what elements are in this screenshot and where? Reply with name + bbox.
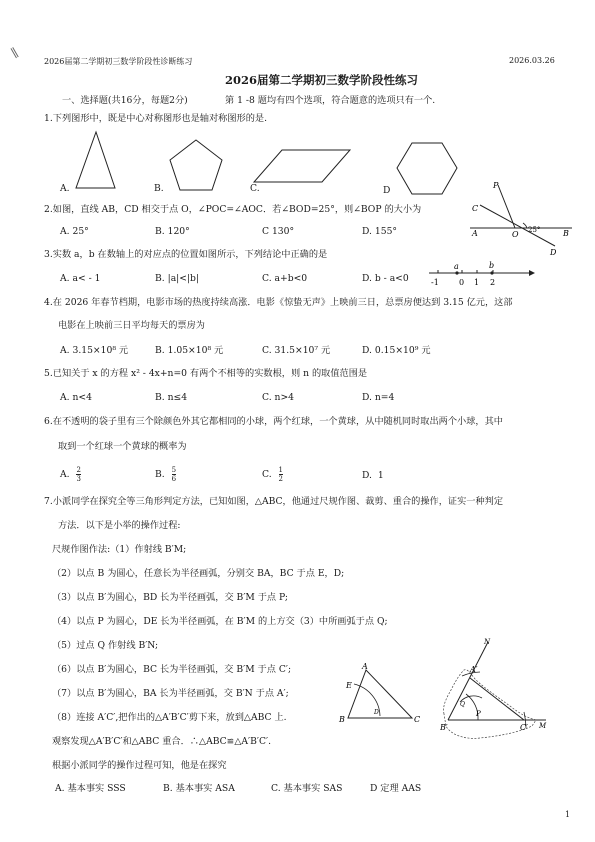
q2-label-a: A — [472, 229, 478, 238]
q2-stem: 2.如图，直线 AB，CD 相交于点 O，∠POC=∠AOC．若∠BOD=25°，则∠BOP 的大小为 — [44, 204, 422, 215]
q7-step-7: （7）以点 B′为圆心，BA 长为半径画弧，交 B′N 于点 A′; — [52, 688, 289, 699]
q2-option-d: D. 155° — [362, 226, 398, 237]
q7-fig1-e: E — [346, 681, 352, 690]
q4-option-c: C. 31.5×10⁷ 元 — [262, 345, 331, 356]
q7-fig1-a: A — [362, 662, 368, 671]
q3-option-c: C. a+b<0 — [262, 273, 308, 284]
q5-option-c: C. n>4 — [262, 392, 295, 403]
q2-line-cd — [480, 205, 555, 246]
q4-option-d: D. 0.15×10⁹ 元 — [362, 345, 431, 356]
q7-step-6: （6）以点 B′为圆心，BC 长为半径画弧，交 B′M 于点 C′; — [52, 664, 292, 675]
q1-option-a: A. — [60, 183, 70, 194]
q1-option-d: D — [383, 185, 391, 196]
q7-figure-construction — [440, 636, 550, 746]
q5-stem: 5.已知关于 x 的方程 x² - 4x+n=0 有两个不相等的实数根，则 n 的取值范围是 — [44, 368, 368, 379]
q1-triangle — [76, 132, 115, 188]
q2-label-d: D — [550, 248, 557, 257]
q7-triangle-abc — [348, 670, 412, 718]
q7-fig2-q: Q — [460, 701, 465, 708]
q3-arrow-icon — [529, 270, 535, 276]
q1-hexagon — [397, 143, 457, 194]
q2-label-c: C — [472, 204, 479, 213]
q7-step-1: 尺规作图作法:（1）作射线 B′M; — [52, 544, 187, 555]
q4-line2: 电影在上映前三日平均每天的票房为 — [58, 320, 205, 331]
q2-label-p: P — [493, 181, 499, 190]
q2-option-a: A. 25° — [60, 226, 89, 237]
q7-observe: 观察发现△A′B′C′和△ABC 重合．∴△ABC≌△A′B′C′. — [52, 736, 272, 747]
q7-fig2-a: A′ — [470, 665, 478, 674]
q1-parallelogram — [254, 150, 350, 182]
section-heading: 一、选择题(共16分，每题2分) — [62, 95, 188, 106]
q3-option-b: B. |a|<|b| — [155, 273, 200, 284]
q6-option-a: A. $\frac{2}{3}$ — [60, 466, 81, 483]
q3-tick-1: 1 — [474, 278, 480, 287]
q2-option-c: C 130° — [262, 226, 295, 237]
q3-tick-m1: -1 — [431, 278, 439, 287]
q7-ray-bn — [448, 642, 488, 720]
q7-fig1-c: C — [414, 715, 421, 724]
q7-step-2: （2）以点 B 为圆心，任意长为半径画弧，分别交 BA，BC 于点 E，D; — [52, 568, 345, 579]
q7-fig2-n: N — [484, 638, 491, 646]
q7-fig2-p: P — [476, 710, 481, 718]
q7-fig1-d: D — [374, 709, 379, 716]
q5-option-b: B. n≤4 — [155, 392, 188, 403]
section-instruction: 第 1 -8 题均有四个选项，符合题意的选项只有一个. — [225, 95, 436, 106]
q7-option-d: D 定理 AAS — [370, 783, 422, 794]
q7-option-c: C. 基本事实 SAS — [271, 783, 343, 794]
q3-tick-0: 0 — [459, 278, 465, 287]
q2-label-angle: 25° — [528, 226, 541, 234]
q7-option-b: B. 基本事实 ASA — [163, 783, 235, 794]
header-left: 2026届第二学期初三数学阶段性诊断练习 — [44, 57, 193, 66]
q2-figure — [460, 180, 580, 258]
q7-figure-abc — [336, 660, 436, 730]
q7-line2: 方法．以下是小举的操作过程: — [58, 520, 181, 531]
q3-label-a: a — [454, 262, 459, 271]
q4-line1: 4.在 2026 年春节档期，电影市场的热度持续高涨．电影《惊蛰无声》上映前三日，总票房便达到 3.15 亿元，这部 — [44, 297, 513, 308]
q7-step-3: （3）以点 B′为圆心，BD 长为半径画弧，交 B′M 于点 P; — [52, 592, 288, 603]
q7-step-4: （4）以点 P 为圆心，DE 长为半径画弧，在 B′M 的上方交（3）中所画弧于点 Q; — [52, 616, 388, 627]
q2-ray-op — [498, 185, 515, 228]
q5-option-d: D. n=4 — [362, 392, 395, 403]
q2-label-o: O — [512, 230, 519, 239]
q2-angle-arc — [523, 223, 527, 228]
q7-fig2-b: B′ — [440, 723, 448, 732]
q6-line2: 取到一个红球一个黄球的概率为 — [58, 441, 187, 452]
q3-option-d: D. b - a<0 — [362, 273, 409, 284]
q6-option-c: C. $\frac{1}{2}$ — [262, 466, 284, 483]
q7-fig1-b: B — [339, 715, 345, 724]
q1-option-c: C. — [250, 183, 260, 194]
q2-option-b: B. 120° — [155, 226, 190, 237]
q3-number-line — [425, 258, 535, 292]
q6-option-b: B. $\frac{5}{6}$ — [155, 466, 177, 483]
q3-point-a — [455, 271, 458, 274]
page-number: 1 — [565, 810, 571, 819]
q6-option-d: D. 1 — [362, 470, 384, 481]
q3-label-b: b — [489, 261, 495, 270]
q7-fig2-c: C′ — [520, 723, 528, 732]
q4-option-a: A. 3.15×10⁸ 元 — [60, 345, 129, 356]
q3-option-a: A. a< - 1 — [60, 273, 101, 284]
header-date: 2026.03.26 — [509, 56, 555, 65]
q1-option-b: B. — [154, 183, 164, 194]
q7-fig2-m: M — [539, 722, 547, 730]
margin-mark-icon: ∥ — [8, 45, 21, 61]
q7-step-8: （8）连接 A′C′,把作出的△A′B′C′剪下来，放到△ABC 上. — [52, 712, 287, 723]
q7-step-5: （5）过点 Q 作射线 B′N; — [52, 640, 159, 651]
q1-pentagon — [170, 140, 222, 190]
q7-option-a: A. 基本事实 SSS — [55, 783, 126, 794]
q2-label-b: B — [563, 229, 569, 238]
page-title: 2026届第二学期初三数学阶段性练习 — [225, 73, 419, 87]
q7-ask: 根据小派同学的操作过程可知，他是在探究 — [52, 760, 227, 771]
q7-line1: 7.小派同学在探究全等三角形判定方法，已知如图，△ABC，他通过尺规作图、裁剪、重合的操作，证实一种判定 — [44, 496, 504, 507]
q1-stem: 1.下列图形中，既是中心对称图形也是轴对称图形的是. — [44, 113, 267, 124]
q6-line1: 6.在不透明的袋子里有三个除颜色外其它都相同的小球，两个红球，一个黄球，从中随机同时取出两个小球，其中 — [44, 416, 503, 427]
q3-point-b — [490, 271, 493, 274]
q4-option-b: B. 1.05×10⁸ 元 — [155, 345, 224, 356]
q3-stem: 3.实数 a，b 在数轴上的对应点的位置如图所示，下列结论中正确的是 — [44, 249, 328, 260]
q5-option-a: A. n<4 — [60, 392, 92, 403]
q3-tick-2: 2 — [490, 278, 496, 287]
